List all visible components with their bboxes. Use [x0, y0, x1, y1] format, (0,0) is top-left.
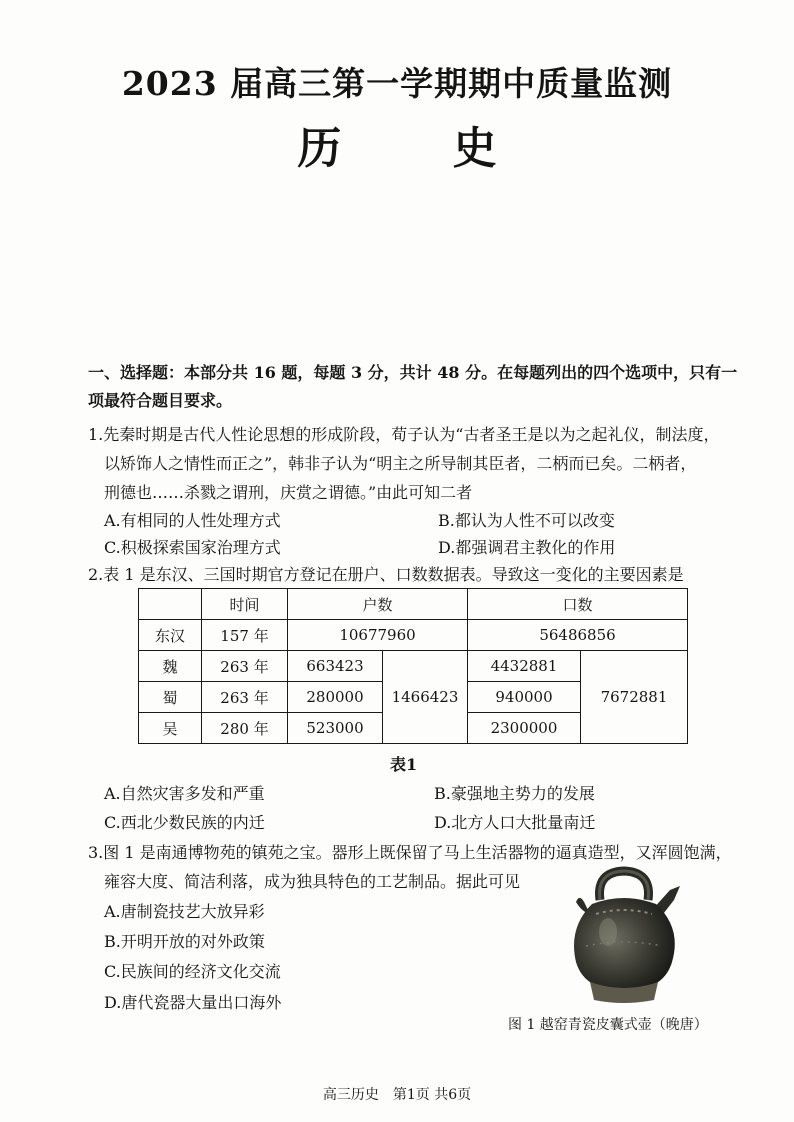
q2-option-d: D.北方人口大批量南迁 [434, 813, 596, 832]
q1-option-a: A.有相同的人性处理方式 [104, 511, 281, 530]
table-cell-dynasty: 东汉 [139, 620, 202, 651]
table-corner-cell [139, 589, 202, 620]
q2-option-a: A.自然灾害多发和严重 [104, 784, 265, 803]
table-cell-households: 280000 [288, 682, 383, 713]
table-cell-dynasty: 蜀 [139, 682, 202, 713]
exam-title: 2023 届高三第一学期期中质量监测 [121, 64, 673, 103]
household-population-table [138, 588, 688, 744]
q2-option-c: C.西北少数民族的内迁 [104, 813, 265, 832]
q3-option-a: A.唐制瓷技艺大放异彩 [104, 902, 265, 921]
table-cell-year: 263 年 [202, 682, 288, 713]
section-instructions-line1: 一、选择题：本部分共 16 题，每题 3 分，共计 48 分。在每题列出的四个选项中，只有一 [88, 363, 738, 382]
table-cell-year: 280 年 [202, 713, 288, 744]
section-instructions-line2: 项最符合题目要求。 [88, 391, 233, 410]
table-cell-year: 263 年 [202, 651, 288, 682]
q3-stem-line2: 雍容大度、简洁利落，成为独具特色的工艺制品。据此可见 [104, 872, 521, 891]
q1-stem-line3: 刑德也……杀戮之谓刑，庆赏之谓德。”由此可知二者 [104, 483, 473, 502]
table-cell-population-total: 7672881 [581, 651, 688, 744]
q3-option-d: D.唐代瓷器大量出口海外 [104, 993, 282, 1012]
table-cell-population: 2300000 [468, 713, 581, 744]
table-header-time: 时间 [202, 589, 288, 620]
subject-title: 历 史 [297, 123, 545, 174]
table-header-row [139, 589, 688, 620]
q1-option-d: D.都强调君主教化的作用 [438, 538, 616, 557]
q3-option-c: C.民族间的经济文化交流 [104, 962, 281, 981]
table-header-households: 户数 [288, 589, 468, 620]
table-cell-dynasty: 魏 [139, 651, 202, 682]
page-footer: 高三历史 第1页 共6页 [322, 1087, 472, 1103]
table-cell-households-total: 1466423 [383, 651, 468, 744]
q3-option-b: B.开明开放的对外政策 [104, 932, 265, 951]
q2-stem: 2.表 1 是东汉、三国时期官方登记在册户、口数数据表。导致这一变化的主要因素是 [88, 565, 684, 584]
celadon-flask-figure [556, 866, 692, 1008]
table-row [139, 620, 688, 651]
table-cell-households: 10677960 [288, 620, 468, 651]
table-cell-households: 523000 [288, 713, 383, 744]
q2-option-b: B.豪强地主势力的发展 [434, 784, 595, 803]
q1-option-c: C.积极探索国家治理方式 [104, 538, 281, 557]
table-row [139, 651, 688, 682]
table-caption: 表1 [390, 755, 418, 774]
q1-stem-line2: 以矫饰人之情性而正之”，韩非子认为“明主之所导制其臣者，二柄而已矣。二柄者， [104, 454, 697, 473]
table-cell-population: 940000 [468, 682, 581, 713]
table-header-population: 口数 [468, 589, 688, 620]
q1-stem-line1: 1.先秦时期是古代人性论思想的形成阶段，荀子认为“古者圣王是以为之起礼仪，制法度， [88, 425, 720, 444]
table-cell-year: 157 年 [202, 620, 288, 651]
q3-stem-line1: 3.图 1 是南通博物苑的镇苑之宝。器形上既保留了马上生活器物的逼真造型，又浑圆饱满， [88, 843, 732, 862]
table-cell-dynasty: 吴 [139, 713, 202, 744]
table-cell-population: 4432881 [468, 651, 581, 682]
table-cell-population: 56486856 [468, 620, 688, 651]
q1-option-b: B.都认为人性不可以改变 [438, 511, 615, 530]
figure-caption: 图 1 越窑青瓷皮囊式壶（晚唐） [508, 1017, 708, 1033]
table-cell-households: 663423 [288, 651, 383, 682]
